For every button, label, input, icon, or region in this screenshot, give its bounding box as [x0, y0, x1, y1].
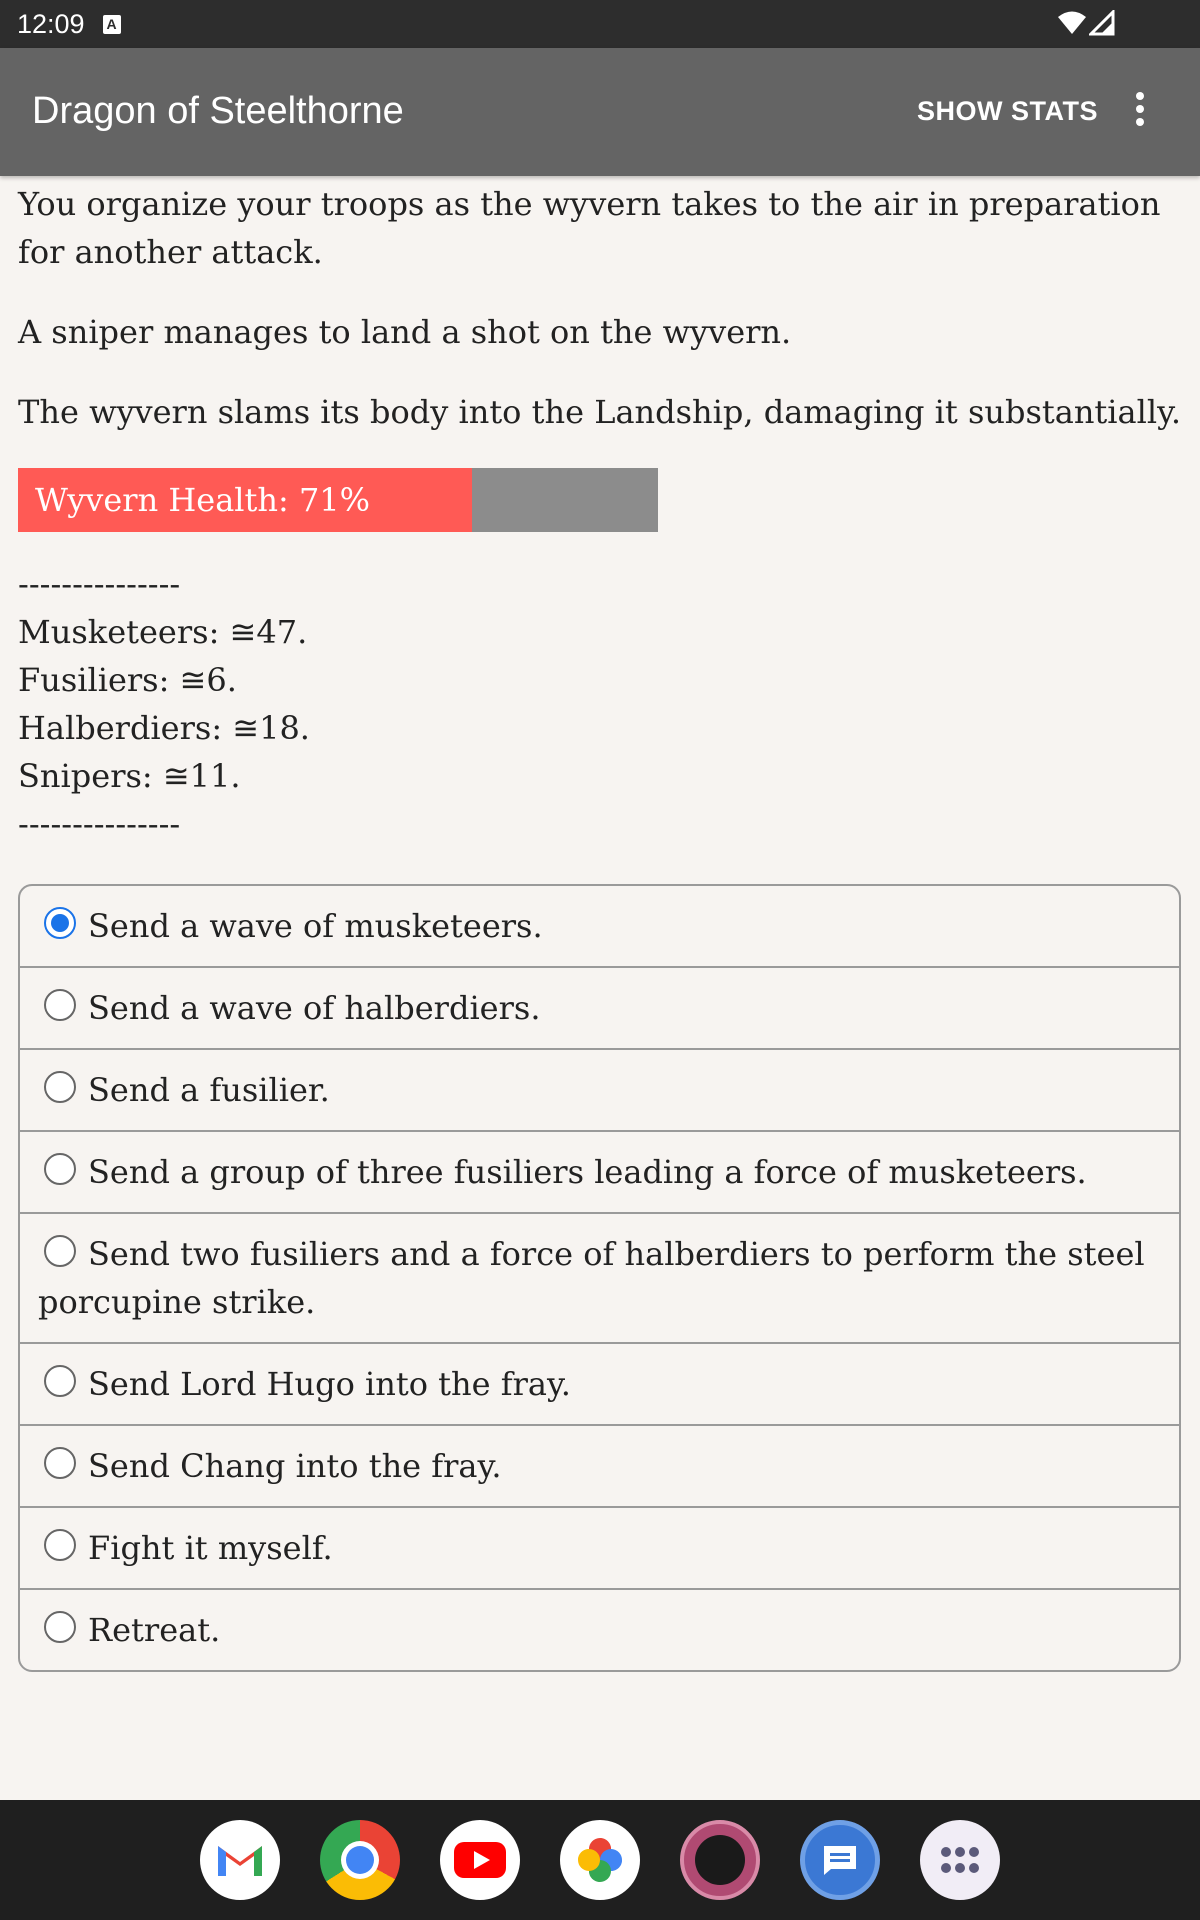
story-content — [18, 176, 1182, 848]
divider: --------------- — [18, 805, 181, 843]
signal-icon — [1089, 10, 1115, 36]
radio-unchecked-icon[interactable] — [44, 1529, 76, 1561]
app-title: Dragon of Steelthorne — [32, 90, 404, 132]
choice-label: Send two fusiliers and a force of halberdiers to perform the steel porcupine strike. — [38, 1235, 1145, 1321]
photos-icon[interactable] — [560, 1820, 640, 1900]
radio-unchecked-icon[interactable] — [44, 1235, 76, 1267]
choice-label: Send Lord Hugo into the fray. — [88, 1365, 571, 1403]
choice-option[interactable] — [20, 1212, 1179, 1342]
choice-label: Fight it myself. — [88, 1529, 333, 1567]
choice-label: Send a wave of halberdiers. — [88, 989, 541, 1027]
wyvern-health-bar — [18, 468, 658, 532]
app-bar — [0, 48, 1200, 176]
youtube-icon[interactable] — [440, 1820, 520, 1900]
choice-option[interactable] — [20, 1506, 1179, 1588]
radio-unchecked-icon[interactable] — [44, 1071, 76, 1103]
radio-unchecked-icon[interactable] — [44, 989, 76, 1021]
choice-label: Send a group of three fusiliers leading a force of musketeers. — [88, 1153, 1087, 1191]
health-bar-label: Wyvern Health: 71% — [35, 481, 371, 519]
troop-count: Snipers: ≅11. — [18, 757, 241, 795]
radio-unchecked-icon[interactable] — [44, 1611, 76, 1643]
choice-option[interactable] — [20, 1048, 1179, 1130]
choice-option[interactable] — [20, 1424, 1179, 1506]
choice-option[interactable] — [20, 966, 1179, 1048]
radio-unchecked-icon[interactable] — [44, 1447, 76, 1479]
divider: --------------- — [18, 565, 181, 603]
troop-count: Fusiliers: ≅6. — [18, 661, 237, 699]
status-bar — [0, 0, 1200, 48]
choice-option[interactable] — [20, 1342, 1179, 1424]
radio-unchecked-icon[interactable] — [44, 1365, 76, 1397]
chrome-icon[interactable] — [320, 1820, 400, 1900]
gmail-icon[interactable] — [200, 1820, 280, 1900]
story-paragraph: You organize your troops as the wyvern takes to the air in preparation for another attack. — [18, 185, 1161, 271]
choice-option[interactable] — [20, 1130, 1179, 1212]
choice-label: Send a fusilier. — [88, 1071, 330, 1109]
choice-list — [18, 884, 1181, 1672]
notification-icon: A — [103, 15, 121, 34]
troop-stats — [18, 560, 1182, 848]
game-app-icon[interactable] — [680, 1820, 760, 1900]
radio-unchecked-icon[interactable] — [44, 1153, 76, 1185]
more-options-icon[interactable] — [1124, 92, 1156, 132]
choice-label: Retreat. — [88, 1611, 221, 1649]
messages-icon[interactable] — [800, 1820, 880, 1900]
dock — [0, 1800, 1200, 1920]
troop-count: Halberdiers: ≅18. — [18, 709, 310, 747]
choice-option[interactable] — [20, 886, 1179, 966]
choice-label: Send Chang into the fray. — [88, 1447, 502, 1485]
status-icons — [1057, 10, 1115, 36]
story-paragraph: The wyvern slams its body into the Landship, damaging it substantially. — [18, 393, 1182, 431]
choice-option[interactable] — [20, 1588, 1179, 1670]
show-stats-button[interactable]: SHOW STATS — [917, 96, 1098, 126]
app-drawer-icon[interactable] — [920, 1820, 1000, 1900]
troop-count: Musketeers: ≅47. — [18, 613, 308, 651]
choice-label: Send a wave of musketeers. — [88, 907, 543, 945]
radio-checked-icon[interactable] — [44, 907, 76, 939]
status-time: 12:09 — [17, 8, 85, 39]
story-paragraph: A sniper manages to land a shot on the wyvern. — [18, 313, 792, 351]
wifi-icon — [1057, 10, 1087, 36]
